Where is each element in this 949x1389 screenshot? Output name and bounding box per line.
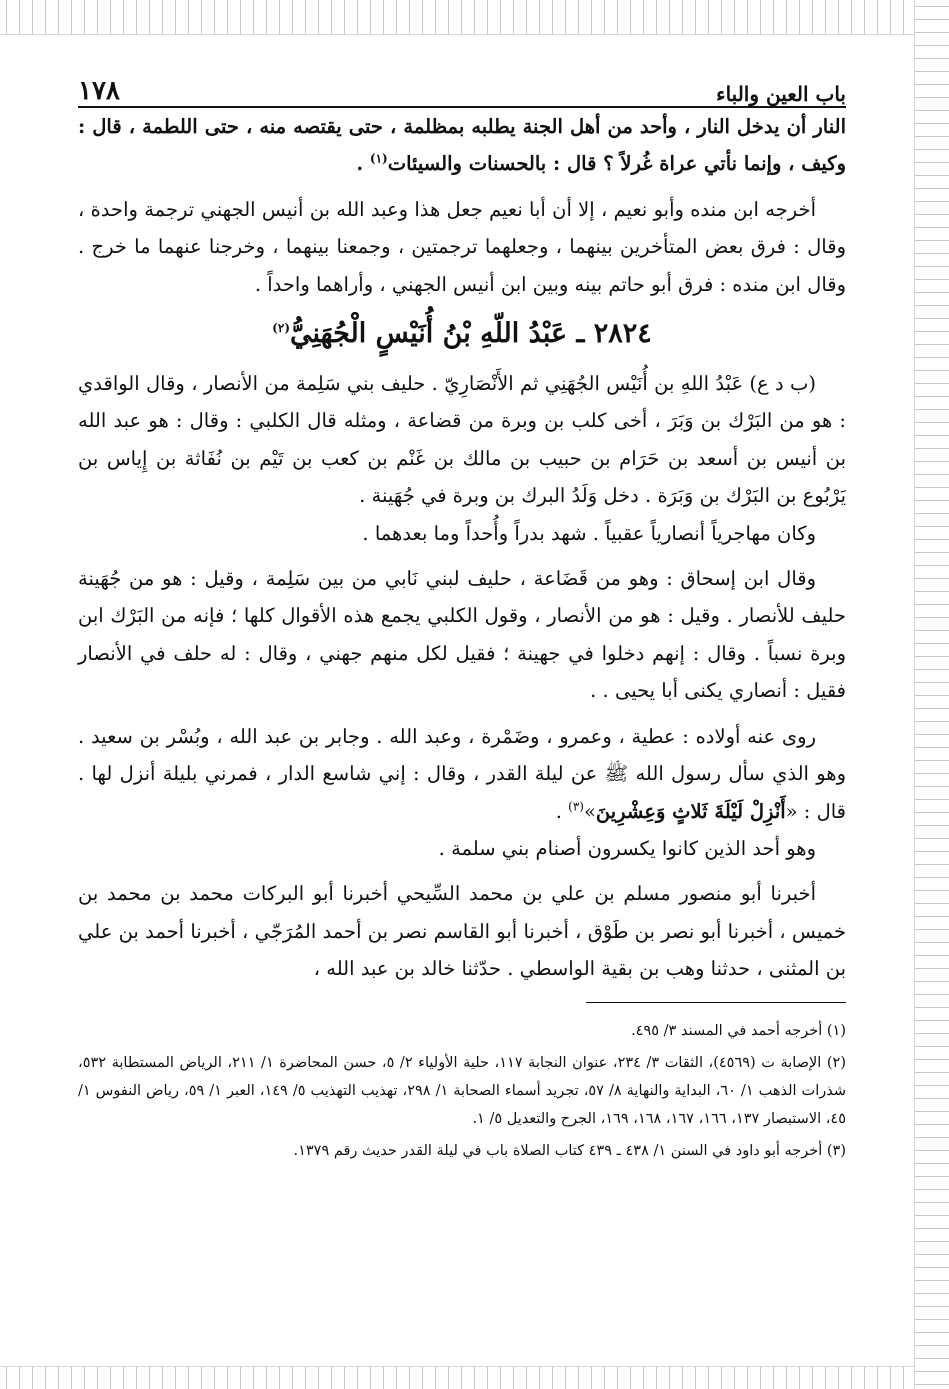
footnote-ref-1: (١) bbox=[369, 151, 388, 166]
footnote-2: (٢) الإصابة ت (٤٥٦٩)، الثقات ٣/ ٢٣٤، عنوان النجابة ١١٧، حلية الأولياء ٢/ ٥، حسن المحاضرة ١/ ٢١١، الرياض المستطابة ٥٣٢، شذرات الذهب ١/ ٦٠، البداية والنهاية ٨/ ٥٧، تجريد أسماء الصحابة ١/ ٢٩٨، تهذيب التهذيب ٥/ ١٤٩، العبر ١/ ٥٩، رياض النفوس ١/ ٤٥، الاستبصار ١٣٧، ١٦٦، ١٦٧، ١٦٨، ١٦٩، الجرح والتعديل ٥/ ١. bbox=[78, 1054, 846, 1127]
footnote-ref-3: (٣) bbox=[568, 799, 584, 813]
book-page bbox=[78, 70, 846, 1169]
decorative-border-right bbox=[914, 0, 949, 1389]
paragraph-narrators: روى عنه أولاده : عطية ، وعمرو ، وضَمْرة ، وعبد الله . وجابر بن عبد الله ، وبُسْر بن سعيد . وهو الذي سأل رسول الله ﷺ عن ليلة القدر ، وقال : إني شاسع الدار ، فمرني بليلة أنزل لها . قال : «أَنْزِلْ لَيْلَةَ ثَلاثٍ وَعِشْرِينَ»$^{(٣)}$ . bbox=[78, 724, 846, 823]
paragraph-badr: وكان مهاجرياً أنصارياً عقبياً . شهد بدراً وأُحداً وما بعدهما . bbox=[362, 521, 816, 545]
paragraph-hadith-continuation: النار أن يدخل النار ، وأحد من أهل الجنة يطلبه بمظلمة ، حتى يقتصه منه ، حتى اللطمة ، قال : وكيف ، وإنما نأتي عراة غُرلاً ؟ قال : بالحسنات والسيئات$^{(١)}$ . bbox=[78, 115, 846, 176]
footnote-3: (٣) أخرجه أبو داود في السنن ١/ ٤٣٨ ـ ٤٣٩ كتاب الصلاة باب في ليلة القدر حديث رقم ١٣٧٩. bbox=[293, 1142, 846, 1159]
decorative-border-top bbox=[0, 0, 915, 35]
main-text bbox=[78, 108, 846, 988]
paragraph-ibn-ishaq: وقال ابن إسحاق : وهو من قَضَاعة ، حليف لبني نَابي من بين سَلِمة ، وقيل : هو من جُهَينة حليف للأنصار . وقيل : هو من الأنصار ، وقول الكلبي يجمع هذه الأقوال كلها ؛ فإنه من البَرْك ابن وبرة نسباً . وقال : إنهم دخلوا في جهينة ؛ فقيل لكل منهم جهني ، وقال : له حلف في الأنصار فقيل : أنصاري يكنى أبا يحيى . . bbox=[78, 567, 846, 703]
hadith-quote: أَنْزِلْ لَيْلَةَ ثَلاثٍ وَعِشْرِينَ bbox=[595, 799, 786, 823]
footnote-separator bbox=[586, 1002, 846, 1003]
footnotes bbox=[78, 1017, 846, 1165]
page-header bbox=[78, 70, 846, 108]
decorative-border-bottom bbox=[0, 1366, 915, 1389]
paragraph-isnad: أخبرنا أبو منصور مسلم بن علي بن محمد السِّيحي أخبرنا أبو البركات محمد بن محمد بن خميس ، أخبرنا أبو نصر بن طَوْق ، أخبرنا أبو القاسم نصر بن أحمد المُرَجّي ، أخبرنا أحمد بن علي بن المثنى ، حدثنا وهب بن بقية الواسطي . حدّثنا خالد بن عبد الله ، bbox=[78, 882, 846, 981]
footnote-1: (١) أخرجه أحمد في المسند ٣/ ٤٩٥. bbox=[631, 1022, 846, 1039]
paragraph-lineage: (ب د ع) عَبْدُ اللهِ بن أُنَيْس الجُهَنِي ثم الأَنْصَارِيّ . حليف بني سَلِمة من الأنصار ، وقال الواقدي : هو من البَرْك بن وَبَرَ ، أخى كلب بن وبرة من قضاعة ، ومثله قال الكلبي : وقال : هو عبد الله بن أنيس بن أسعد بن حَرَام بن حبيب بن مالك بن غَنْم بن كعب بن تَيْم بن نُفَاثة بن إِياس بن يَرْبُوع بن البَرْك بن وَبَرَة . دخل وَلَدُ البرك بن وبرة في جُهَينة . bbox=[78, 372, 846, 508]
paragraph-takhrij: أخرجه ابن منده وأبو نعيم ، إلا أن أبا نعيم جعل هذا وعبد الله بن أنيس الجهني ترجمة واحدة ، وقال : فرق بعض المتأخرين بينهما ، وجعلهما ترجمتين ، وجمعنا بينهما ، وخرجنا عنهما ما خرج . وقال ابن منده : فرق أبو حاتم بينه وبين ابن أنيس الجهني ، وأراهما واحداً . bbox=[78, 197, 846, 296]
entry-title: ٢٨٢٤ ـ عَبْدُ اللّهِ بْنُ أُنَيْسٍ الْجُهَنِيُّ$^{(٢)}$ bbox=[272, 318, 652, 350]
footnote-ref-2: (٢) bbox=[272, 321, 290, 336]
page-number: ١٧٨ bbox=[78, 76, 120, 106]
chapter-title: باب العين والباء bbox=[716, 82, 846, 106]
paragraph-idols: وهو أحد الذين كانوا يكسرون أصنام بني سلمة . bbox=[438, 836, 816, 860]
